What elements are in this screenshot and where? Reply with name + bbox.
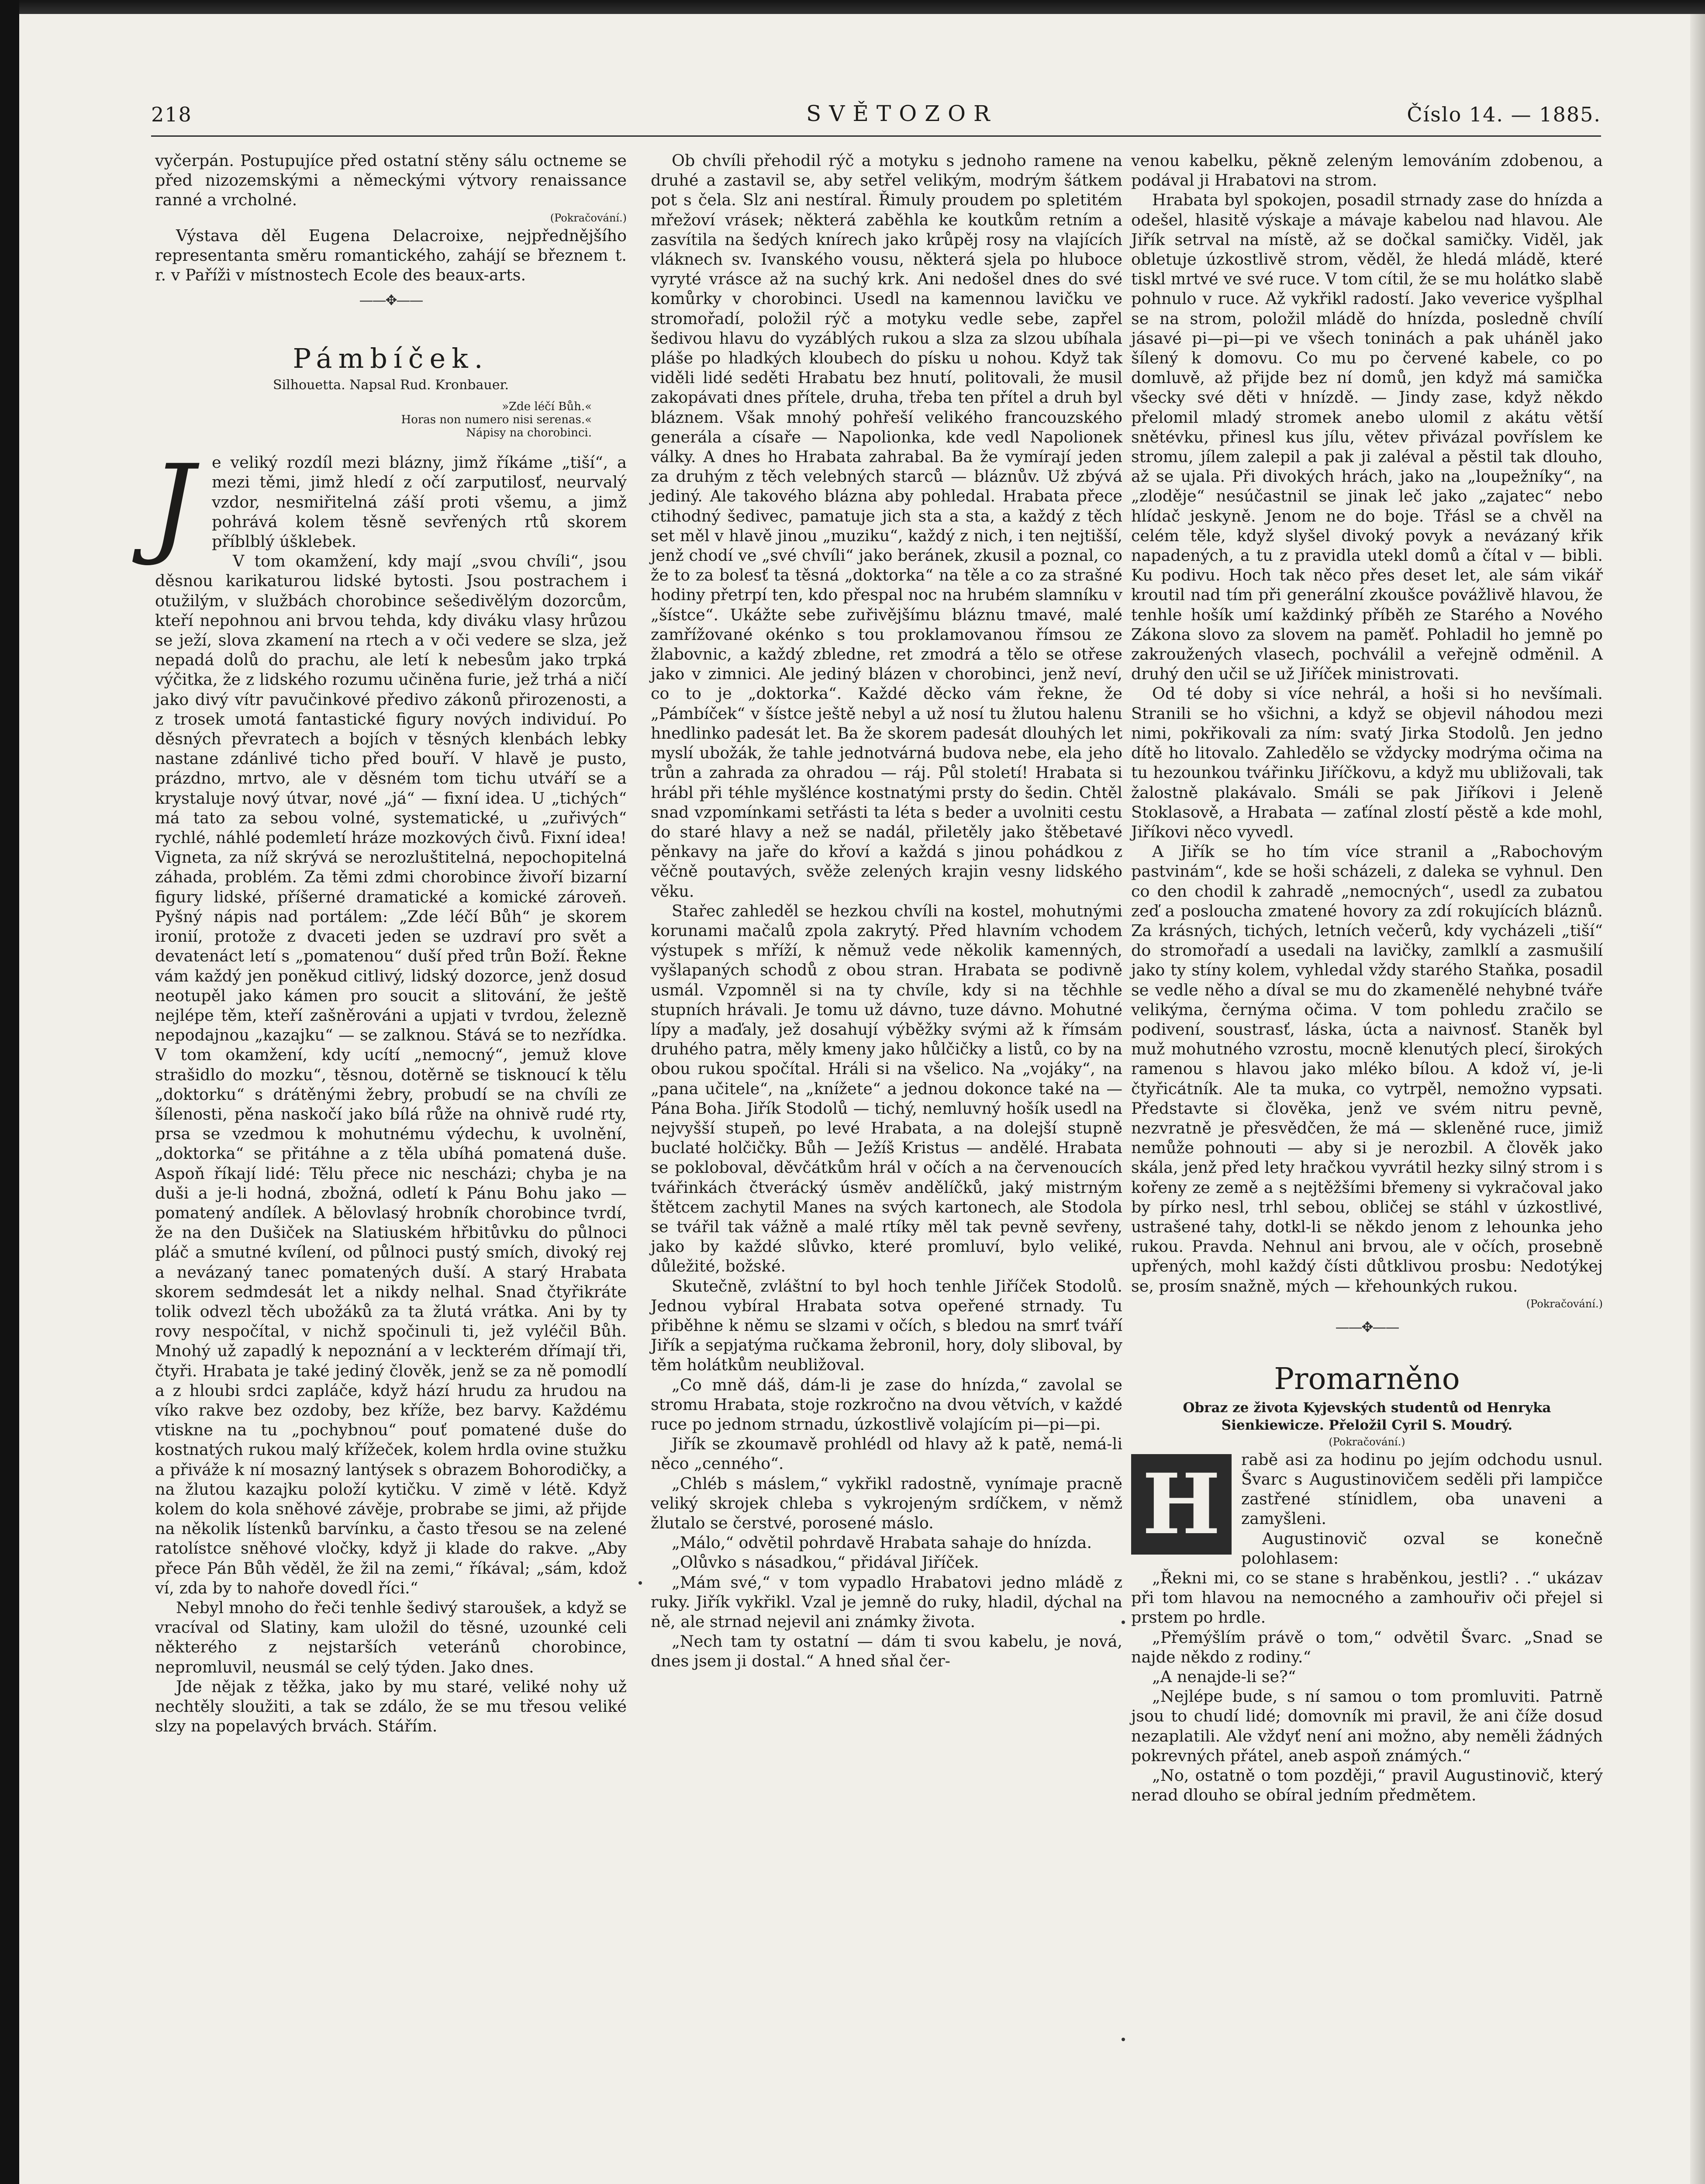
article-title: Pámbíček. xyxy=(293,342,489,375)
paragraph: „Řekni mi, co se stane s hraběnkou, jestli? . .“ ukázav při tom hlavou na nemocného a zamhouřiv oči přejel si prstem po hrdle. xyxy=(1131,1569,1603,1627)
scan-left-border xyxy=(0,0,19,2184)
article-byline: Silhouetta. Napsal Rud. Kronbauer. xyxy=(273,377,509,393)
paragraph: „Nech tam ty ostatní — dám ti svou kabelu, je nová, dnes jsem ji dostal.“ A hned sňal čer- xyxy=(651,1632,1122,1671)
page-number: 218 xyxy=(151,103,192,126)
paragraph: Stařec zahleděl se hezkou chvíli na kostel, mohutnými korunami mačalů zpola zakrytý. Před hlavním vchodem výstupek s mříží, k němuž vede několik kamenných, vyšlapaných schodů z obou stran. Hrabata se podivně usmál. Vzpomněl si na ty chvíle, kdy si na těchhle stupních hrávali. Je tomu už dávno, tuze dávno. Mohutné lípy a maďaly, jež dosahují výběžky svými až k římsám druhého patra, měly kmeny jako hůlčičky a listů, co by na obou rukou spočítal. Hráli si na všelico. Na „vojáky“, na „pana učitele“, na „knížete“ a jednou dokonce také na — Pána Boha. Jiřík Stodolů — tichý, nemluvný hošík usedl na nejvyšší stupeň, po levé Hrabata, a na dolejší stupně buclaté holčičky. Bůh — Ježíš Kristus — andělé. Hrabata se pokloboval, děvčátkům hrál v očích a na červenoucích tvářinkách čtverácký úsměv andělíčků, jaký mistrným štětcem zachytil Manes na svých kartonech, ale Stodola se tvářil tak vážně a malé rtíky měl tak pevně sevřeny, jako by každé slůvko, které promluví, bylo veliké, důležité, božské. xyxy=(651,901,1122,1276)
paragraph: Ob chvíli přehodil rýč a motyku s jednoho ramene na druhé a zastavil se, aby setřel velikým, modrým šátkem pot s čela. Slz ani nestíral. Řimuly proudem po spletitém mřežoví vrásek; některá zaběhla ke koutkům retním a zasvítila na šedých knírech jako krůpěj rosy na vlajících vláknech sv. Ivanského vousu, některá sjela po hluboce vyryté vrásce až na suchý krk. Ani nedošel dnes do své komůrky v chorobinci. Usedl na kamennou lavičku ve stromořadí, položil rýč a motyku vedle sebe, zapřel šedivou hlavu do vyzáblých rukou a slza za slzou ubíhala pláše po hladkých kloubech do písku u nohou. Když tak viděli lidé seděti Hrabatu bez hnutí, politovali, že musil zakopávati dnes přítele, druha, třeba ten přítel a druh byl bláznem. Však mnohý pohřeší velikého francouzského generála a císaře — Napolionka, kde vedl Napolionek války. A dnes ho Hrabata zahrabal. Ba že vymírají jeden za druhým z těch velebných starců — bláznův. Už zbývá jediný. Ale takového blázna aby pohledal. Hrabata přece ctihodný šedivec, pamatuje jich sta a sta, a každý z těch set měl v hlavě jinou „muziku“, každý z nich, i ten nejtišší, jenž chodí ve „své chvíli“ jako beránek, zkusil a poznal, co že to za bolesť ta těsná „doktorka“ na těle a co za strašné hodiny přetrpí ten, kdo přespal noc na hrubém slamníku v „šístce“. Ukážte sebe zuřivějšímu bláznu tmavé, malé zamřížované okénko s tou proklamovanou římsou ze žlabovnic, a každý zbledne, ret zmodrá a tělo se otřese jako v zimnici. Ale jediný blázen v chorobinci, jenž neví, co to je „doktorka“. Každé děcko vám řekne, že „Pámbíček“ v šístce ještě nebyl a už nosí tu žlutou halenu hnedlinko padesát let. Ba že skorem padesát dlouhých let myslí ubožák, že tahle jednotvárná budova nebe, ela jeho trůn a zahrada za ohradou — ráj. Půl století! Hrabata si hrábl při téhle myšlénce kostnatými prsty do šedin. Chtěl snad vzpomínkami setřásti ta léta s beder a uvolniti cestu do staré hlavy a než se nadál, přiletěly jako štěbetavé pěnkavy na jaře do křoví a každá s jinou pohádkou z věčně poutavých, svěže zelených krajin vesny lidského věku. xyxy=(651,151,1122,901)
drop-cap: H xyxy=(1131,1454,1232,1555)
paragraph: Augustinovič ozval se konečně polohlasem: xyxy=(1241,1529,1603,1568)
section-ornament: ——✥—— xyxy=(359,292,423,309)
paragraph: „No, ostatně o tom později,“ pravil Augustinovič, který nerad dlouho se obíral jedním předmětem. xyxy=(1131,1766,1603,1805)
page-edge-shadow xyxy=(1690,14,1705,2184)
continuation-note: (Pokračování.) xyxy=(1526,1297,1603,1310)
article-title-2: Promarněno xyxy=(1274,1362,1460,1396)
paragraph: „Málo,“ odvětil pohrdavě Hrabata sahaje do hnízda. xyxy=(672,1533,1092,1552)
paragraph: venou kabelku, pěkně zeleným lemováním zdobenou, a podával ji Hrabatovi na strom. xyxy=(1131,151,1603,190)
paragraph: „Chléb s máslem,“ vykřikl radostně, vynímaje pracně veliký skrojek chleba s vykrojeným srdíčkem, v němž žlutalo se čerstvé, porosené máslo. xyxy=(651,1474,1122,1533)
article-subtitle-2: Obraz ze života Kyjevských studentů od Henryka Sienkiewicze. Přeložil Cyril S. Moudrý. xyxy=(1183,1400,1551,1433)
paragraph: rabě asi za hodinu po jejím odchodu usnul. Švarc s Augustinovičem seděli při lampičce zastřené stínidlem, oba unaveni a zamyšleni. xyxy=(1241,1450,1603,1528)
issue-number: Číslo 14. — 1885. xyxy=(1407,103,1601,126)
column-1 xyxy=(151,151,627,1736)
motto-line: »Zde léčí Bůh.« xyxy=(502,400,592,414)
paragraph: „Co mně dáš, dám-li je zase do hnízda,“ zavolal se stromu Hrabata, stoje rozkročno na dvou větvích, v každé ruce po jednom strnadu, úzkostlivě volajícím pi—pi—pi. xyxy=(651,1375,1122,1434)
motto-line: Nápisy na chorobinci. xyxy=(466,426,592,440)
paragraph: V tom okamžení, kdy mají „svou chvíli“, jsou děsnou karikaturou lidské bytosti. Jsou postrachem i otužilým, v službách chorobince sešedivělým dozorcům, kteří nepohnou ani brvou tehda, kdy diváku vlasy hrůzou se ježí, slova zkamení na rtech a v oči vedere se slza, jež nepadá dolů do prachu, ale letí k nebesům jako trpká výčitka, že z lidského rozumu učiněna furie, jež trhá a ničí jako divý vítr pavučinkové předivo zákonů přirozenosti, a z trosek umotá fantastické figury nových individuí. Po děsných převratech a bojích v těsných klenbách lebky nastane zdánlivé ticho před bouří. V hlavě je pusto, prázdno, mrtvo, ale v děsném tom tichu utváří se a krystaluje nový útvar, nové „já“ — fixní idea. U „tichých“ má tato za sebou volné, systematické, u „zuřivých“ rychlé, náhlé podemletí hráze mozkových čivů. Fixní idea! Vigneta, za níž skrývá se nerozluštitelná, nepochopitelná záhada, problém. Za těmi zdmi chorobince živoří bizarní figury lidské, příšerné dramatické a komické zároveň. Pyšný nápis nad portálem: „Zde léčí Bůh“ je skorem ironií, protože z dvaceti jeden se uzdraví pro svět a devatenáct letí s „pomatenou“ duší před trůn Boží. Řekne vám každý jen poněkud citlivý, lidský dozorce, jenž dosud neotupěl jako kámen pro soucit a slitování, že ještě nejlépe těm, kteří zašněrováni a upjati v tvrdou, železně nepodajnou „kazajku“ — se zalknou. Stává se to nezřídka. V tom okamžení, kdy ucítí „nemocný“, jemuž klove strašidlo do mozku“, těsnou, dotěrně se tisknoucí k tělu „doktorku“ s drátěnými žebry, probudí se na chvíli ze šílenosti, pěna naskočí jako bílá růže na ohnivě rudé rty, prsa se vzedmou k mohutnému výdechu, k uvolnění, „doktorka“ se přitáhne a z těla ubíhá pomatená duše. Aspoň říkají lidé: Tělu přece nic nescházi; chyba je na duši a je-li hodná, zbožná, odletí k Pánu Bohu jako — pomatený andílek. A bělovlasý hrobník chorobince tvrdí, že na den Dušiček na Slatiuském hřbitůvku do půlnoci pláč a smutné kvílení, od půlnoci pustý smích, divoký rej a nevázaný tanec pomatených duší. A starý Hrabata skorem sedmdesát let a nikdy nelhal. Snad čtyřikráte tolik odvezl těch ubožáků za ta žlutá vrátka. Ani by ty rovy nespočítal, v nichž spočinuli ti, jež vyléčil Bůh. Mnohý už zapadlý k nepoznání a v leckterém dřímají tři, čtyři. Hrabata je také jediný člověk, jenž se za ně pomodlí a z hloubi srdci zapláče, když hází hrudu za hrudou na víko rakve bez ozdoby, bez kříže, bez barvy. Každému vtiskne na tu „pochybnou“ pouť pomatené duše do kostnatých rukou malý křížeček, kolem hrdla ovine stužku a přiváže k ní mosazný lantýsek s obrazem Bohorodičky, a na žlutou kazajku položí kytičku. V zimě v létě. Když kolem do kola sněhové závěje, probrabe se jimi, až přijde na několik lístenků barvínku, a často třesou se na zelené ratolístce sněhové vločky, když ji klade do rakve. „Aby přece Pán Bůh věděl, že žil na zemi,“ říkával; „sám, kdož ví, zda by to nahoře dovedl říci.“ xyxy=(155,552,627,1597)
paragraph: Hrabata byl spokojen, posadil strnady zase do hnízda a odešel, hlasitě výskaje a mávaje kabelou nad hlavou. Ale Jiřík setrval na místě, až se dočkal samičky. Viděl, jak obletuje úzkostlivě strom, věděl, že hledá mládě, které tiskl mrtvé ve své ruce. V tom cítil, že se mu holátko slabě pohnulo v ruce. Až vykřikl radostí. Jako veverice vyšplhal se na strom, položil mládě do hnízda, posledně chvílí jásavé pi—pi—pi ve všech toninách a pak uháněl jako šílený k domovu. Co mu po červené kabele, co po domluvě, až přijde bez ní domů, jen když má samička všecky své děti v hnízdě. — Jindy zase, když někdo přelomil mladý stromek anebo ulomil z akátu větší snětévku, přinesl kus jílu, větev přivázal povříslem ke stromu, jílem zalepil a pak ji zaléval a pěstil tak dlouho, až se ujala. Při divokých hrách, jako na „loupežníky“, na „zloděje“ nesúčastnil se jinak leč jako „zajatec“ nebo hlídač jeskyně. Jenom ne do boje. Třásl se a chvěl na celém těle, když slyšel divoký povyk a nevázaný křik napadených, a tu z pravidla utekl domů a čítal v — bibli. Ku podivu. Hoch tak něco přes deset let, ale sám vikář kroutil nad tím při generální zkoušce povážlivě hlavou, že tenhle hošík umí každinký příběh ze Starého a Nového Zákona slovo za slovem na paměť. Pohladil ho jemně po zakroužených vlasech, pochválil a veřejně odměnil. A druhý den učil se už Jiříček ministrovati. xyxy=(1131,190,1603,684)
column-3 xyxy=(1131,151,1603,1805)
page-header xyxy=(151,103,1601,133)
paragraph: A Jiřík se ho tím více stranil a „Rabochovým pastvinám“, kde se hoši scházeli, z daleka se vyhnul. Den co den chodil k zahradě „nemocných“, usedl za zubatou zeď a posloucha zmatené hovory za zdí rokujících bláznů. Za krásných, tichých, letních večerů, kdy vycházeli „tiší“ do stromořadí a usedali na lavičky, zamlklí a zasmušilí jako ty stíny kolem, vyhledal vždy starého Staňka, posadil se vedle něho a díval se mu do zkamenělé nehybné tváře velikýma, černýma očima. V tom pohledu zračilo se podivení, soustrasť, láska, úcta a naivnosť. Staněk byl muž mohutného vzrostu, mocně klenutých plecí, širokých ramenou s hlavou jako mléko bílou. A kdož ví, je-li čtyřicátník. Ale ta muka, co vytrpěl, nemožno vypsati. Představte si člověka, jenž ve svém nitru pevně, nezvratně je přesvědčen, že má — skleněné ruce, jimiž nemůže pohnouti — aby si je nerozbil. A člověk jako skála, jenž před lety hračkou vyvrátil hezky silný strom i s kořeny ze země a s nejtěžšími břemeny si vykračoval jako by pírko nesl, trhl sebou, obličej se stáhl v úzkostlivé, ustrašené tahy, dotkl-li se někdo jenom z lehounka jeho rukou. Pravda. Nehnul ani brvou, ale v očích, prosebně upřených, mohl každý čísti důtklivou prosbu: Nedotýkej se, prosím snažně, mých — křehounkých rukou. xyxy=(1131,842,1603,1296)
paragraph: e veliký rozdíl mezi blázny, jimž říkáme „tiší“, a mezi těmi, jimž hledí z očí zarputilosť, neurvalý vzdor, nesmiřitelná záší proti všemu, a jimž pohrává kolem těsně sevřených rtů skorem příblblý úšklebek. xyxy=(212,453,627,551)
motto-line: Horas non numero nisi serenas.« xyxy=(401,413,592,427)
paragraph: „Olůvko s násadkou,“ přidával Jiříček. xyxy=(672,1553,979,1572)
continuation-note: (Pokračování.) xyxy=(550,211,627,224)
section-ornament: ——✥—— xyxy=(1335,1318,1399,1335)
margin-dot xyxy=(1122,1621,1125,1624)
article-motto xyxy=(155,400,627,439)
margin-dot xyxy=(1122,2038,1125,2041)
paragraph: Od té doby si více nehrál, a hoši si ho nevšímali. Stranili se ho všichni, a když se objevil náhodou mezi nimi, pokřikovali za ním: svatý Jirka Stodolů. Jen jedno dítě ho litovalo. Zahledělo se vždycky modrýma očima na tu hezounkou tvářinku Jiříčkovu, a když mu ubližovali, tak žalostně plakávalo. Smáli se pak Jiříkovi i Jeleně Stoklasově, a Hrabata — zaťínal zlostí pěstě a kde mohl, Jiříkovi něco vyvedl. xyxy=(1131,684,1603,841)
notice-tail: vyčerpán. Postupujíce před ostatní stěny sálu octneme se před nizozemskými a německými výtvory renaissance ranné a vrcholné. xyxy=(155,151,627,210)
paragraph: Skutečně, zvláštní to byl hoch tenhle Jiříček Stodolů. Jednou vybíral Hrabata sotva opeřené strnady. Tu přiběhne k němu se slzami v očích, s bledou na smrť tváří Jiřík a sepjatýma ručkama žebronil, hory, doly sliboval, by těm holátkům neubližoval. xyxy=(651,1276,1122,1375)
column-2 xyxy=(651,151,1122,1671)
paragraph: „Přemýšlím právě o tom,“ odvětil Švarc. „Snad se najde někdo z rodiny.“ xyxy=(1131,1628,1603,1666)
continuation-note: (Pokračování.) xyxy=(1329,1435,1405,1448)
paragraph: Jiřík se zkoumavě prohlédl od hlavy až k patě, nemá-li něco „cenného“. xyxy=(651,1434,1122,1473)
paragraph: „Nejlépe bude, s ní samou o tom promluviti. Patrně jsou to chudí lidé; domovník mi pravil, že ani číže dosud nezaplatili. Ale vždyť není ani možno, aby neměli žádných pokrevných přátel, aneb aspoň známých.“ xyxy=(1131,1687,1603,1765)
paragraph: „A nenajde-li se?“ xyxy=(1152,1667,1296,1686)
paragraph: Jde nějak z těžka, jako by mu staré, veliké nohy už nechtěly sloužiti, a tak se zdálo, že se mu třesou veliké slzy na popelavých brvách. Stářím. xyxy=(155,1677,627,1736)
header-rule xyxy=(151,135,1601,137)
exhibition-notice: Výstava děl Eugena Delacroixe, nejpřednějšího representanta směru romantického, zahájí se březnem t. r. v Paříži v místnostech Ecole des beaux-arts. xyxy=(155,226,627,285)
journal-title: SVĚTOZOR xyxy=(806,101,998,126)
drop-cap: J xyxy=(151,441,195,569)
paragraph: Nebyl mnoho do řeči tenhle šedivý staroušek, a když se vracíval od Slatiny, kam uložil do těsné, uzounké celi některého z nejstarších veteránů chorobince, nepromluvil, neusmál se celý týden. Jako dnes. xyxy=(155,1598,627,1676)
margin-dot xyxy=(639,1581,642,1585)
paragraph: „Mám své,“ v tom vypadlo Hrabatovi jedno mládě z ruky. Jiřík vykřikl. Vzal je jemně do ruky, hladil, dýchal na ně, ale strnad nejevil ani známky života. xyxy=(651,1572,1122,1631)
